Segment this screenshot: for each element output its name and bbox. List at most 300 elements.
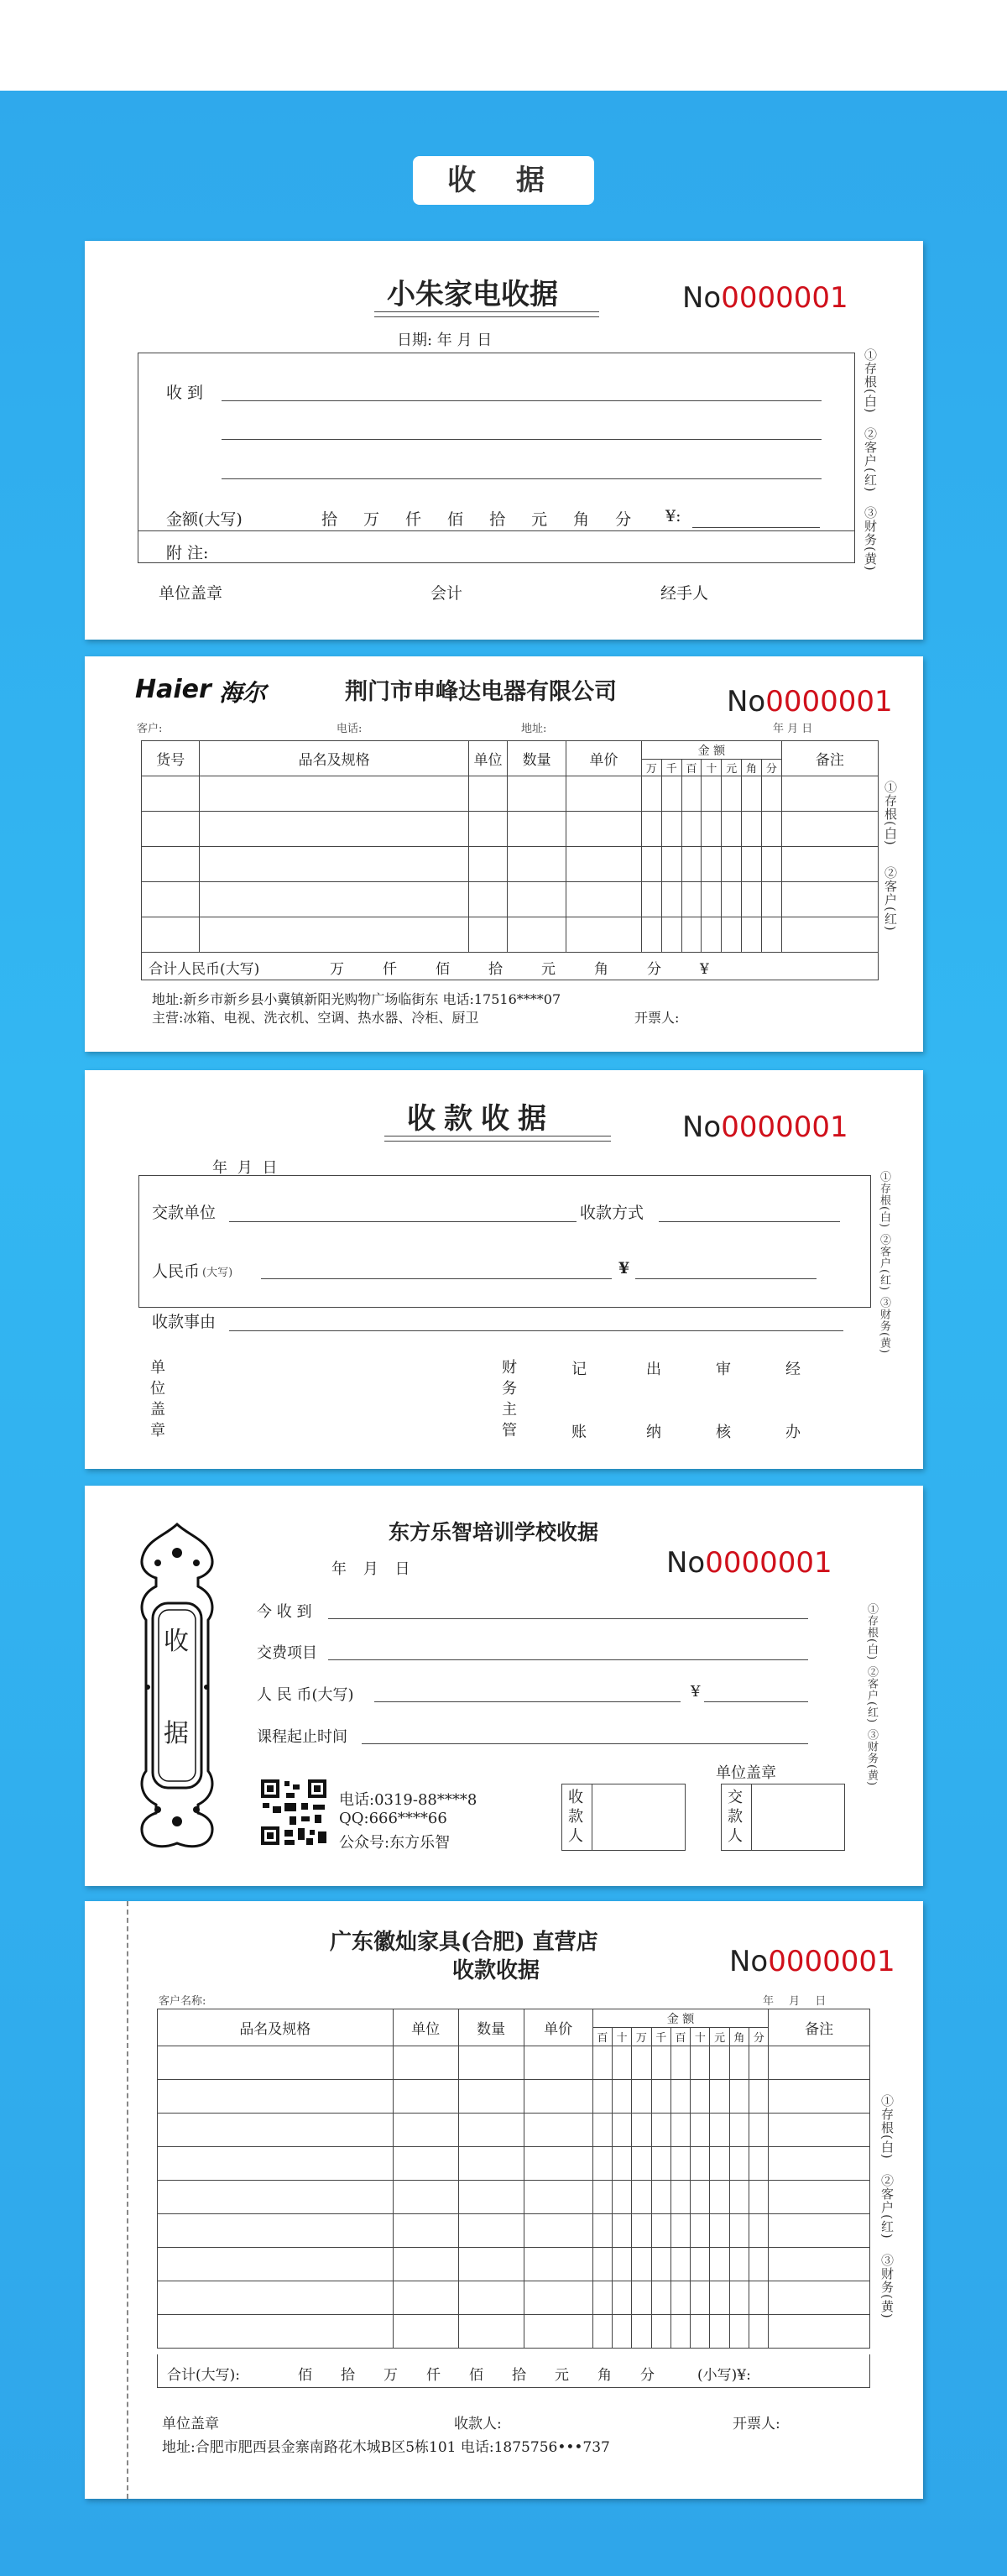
table-cell[interactable] [651,2046,670,2080]
table-row [158,2046,870,2080]
table-cell[interactable] [691,2046,710,2080]
table-cell[interactable] [749,2181,769,2214]
emblem-char-1: 收 [164,1627,189,1656]
table-cell[interactable] [592,2214,612,2248]
table-cell[interactable] [729,2315,749,2349]
table-cell[interactable] [632,2114,651,2147]
table-cell[interactable] [632,2248,651,2281]
table-cell[interactable] [468,812,508,847]
table-cell[interactable] [393,2046,458,2080]
sign-audit-2: 核 [716,1424,731,1441]
money-unit-1: 千 [661,760,681,776]
th-price: 单价 [566,741,641,776]
copy-note-3: ③财务(黄) [878,1297,890,1355]
table-cell[interactable] [691,2248,710,2281]
table-row [142,776,879,812]
receipt-training-school [85,1486,923,1886]
table-row [158,2147,870,2181]
table-cell[interactable] [710,2248,729,2281]
table-cell[interactable] [393,2315,458,2349]
total-label: 合计人民币(大写) [149,961,260,978]
rmb-label: 人民币 [152,1262,201,1281]
table-cell[interactable] [710,2046,729,2080]
th-qty: 数量 [458,2009,524,2046]
table-cell[interactable] [781,847,878,882]
table-cell[interactable] [200,812,468,847]
table-cell[interactable] [781,812,878,847]
table-cell[interactable] [769,2181,870,2214]
sign-seal: 单位盖章 [162,2416,219,2432]
table-cell[interactable] [651,2080,670,2114]
sign-bookkeep-2: 账 [571,1424,587,1441]
table-cell[interactable] [508,847,566,882]
yen-label: ¥ [691,1683,701,1701]
table-cell[interactable] [691,2147,710,2181]
unit-7: ¥ [700,961,709,978]
haier-logo: Haier [135,675,211,704]
method-label: 收款方式 [580,1204,644,1222]
table-cell[interactable] [524,2315,592,2349]
table-cell[interactable] [468,917,508,953]
table-cell[interactable] [612,2248,631,2281]
table-cell[interactable] [661,776,681,812]
unit-4: 元 [541,961,556,978]
qr-code-icon [259,1778,328,1847]
money-unit-5: 角 [742,760,762,776]
unit-5: 角 [594,961,608,978]
table-cell[interactable] [508,917,566,953]
table-cell[interactable] [566,812,641,847]
th-amount: 金 额 [641,741,781,760]
table-cell[interactable] [651,2315,670,2349]
table-cell[interactable] [566,917,641,953]
table-cell[interactable] [749,2248,769,2281]
table-cell[interactable] [761,776,781,812]
unit-5: 拾 [512,2367,526,2384]
table-cell[interactable] [681,776,702,812]
money-unit-5: 十 [691,2028,710,2046]
table-cell[interactable] [458,2315,524,2349]
table-cell[interactable] [158,2214,394,2248]
table-row [142,847,879,882]
table-cell[interactable] [641,776,661,812]
table-cell[interactable] [393,2248,458,2281]
table-cell[interactable] [661,812,681,847]
receipt-number: No0000001 [727,685,893,718]
table-cell[interactable] [641,812,661,847]
table-cell[interactable] [158,2080,394,2114]
table-cell[interactable] [710,2114,729,2147]
unit-7: 角 [597,2367,612,2384]
unit-0: 佰 [298,2367,312,2384]
table-cell[interactable] [749,2147,769,2181]
period-label: 课程起止时间 [257,1728,347,1746]
table-cell[interactable] [769,2046,870,2080]
table-cell[interactable] [710,2281,729,2315]
table-cell[interactable] [781,776,878,812]
table-cell[interactable] [769,2080,870,2114]
table-cell[interactable] [524,2248,592,2281]
table-cell[interactable] [681,812,702,847]
table-cell[interactable] [729,2214,749,2248]
table-cell[interactable] [458,2281,524,2315]
receipt-furniture-store [85,1901,923,2499]
sign-audit: 审 [716,1361,731,1378]
amount-label: 金额(大写) [166,510,243,529]
table-cell[interactable] [670,2281,690,2315]
table-cell[interactable] [508,882,566,917]
receipt-date: 日期: 年 月 日 [397,332,493,349]
table-cell[interactable] [651,2147,670,2181]
table-cell[interactable] [612,2080,631,2114]
table-cell[interactable] [749,2281,769,2315]
table-cell[interactable] [651,2181,670,2214]
table-cell[interactable] [612,2315,631,2349]
copy-note-1: ①存根(白) [865,1603,878,1661]
unit-6: 角 [573,510,590,529]
table-cell[interactable] [468,776,508,812]
customer-label: 客户: [137,723,163,735]
table-cell[interactable] [142,882,200,917]
store-title: 广东徽灿家具(合肥) 直营店 [330,1930,598,1955]
table-cell[interactable] [524,2080,592,2114]
table-cell[interactable] [458,2214,524,2248]
table-cell[interactable] [729,2181,749,2214]
table-cell[interactable] [742,776,762,812]
table-cell[interactable] [691,2281,710,2315]
table-cell[interactable] [710,2315,729,2349]
money-unit-0: 百 [592,2028,612,2046]
table-cell[interactable] [651,2214,670,2248]
unit-3: 佰 [447,510,464,529]
table-cell[interactable] [158,2281,394,2315]
table-cell[interactable] [749,2114,769,2147]
table-cell[interactable] [592,2248,612,2281]
table-cell[interactable] [702,917,722,953]
table-cell[interactable] [592,2080,612,2114]
table-cell[interactable] [729,2080,749,2114]
table-cell[interactable] [781,917,878,953]
sign-issuer: 开票人: [733,2416,780,2432]
copy-note-1: ①存根(白) [883,781,898,846]
money-unit-1: 十 [612,2028,631,2046]
receipt-title: 收款收据 [407,1102,555,1136]
table-cell[interactable] [702,847,722,882]
table-cell[interactable] [393,2214,458,2248]
table-cell[interactable] [749,2080,769,2114]
copy-note-2: ②客户(红) [863,427,878,493]
table-cell[interactable] [612,2181,631,2214]
small-total-label: (小写)¥: [697,2367,751,2384]
yen-label: ¥ [618,1259,630,1278]
received-label: 今 收 到 [257,1603,312,1621]
store-address: 地址:合肥市肥西县金寨南路花木城B区5栋101 电话:1875756•••737 [162,2439,610,2456]
copy-note-2: ②客户(红) [878,1234,890,1292]
top-margin [0,0,1007,91]
table-cell[interactable] [702,812,722,847]
table-cell[interactable] [592,2147,612,2181]
table-cell[interactable] [592,2046,612,2080]
unit-5: 元 [531,510,548,529]
table-cell[interactable] [710,2080,729,2114]
table-cell[interactable] [524,2046,592,2080]
table-cell[interactable] [458,2114,524,2147]
money-unit-3: 十 [702,760,722,776]
table-cell[interactable] [681,882,702,917]
money-unit-4: 百 [670,2028,690,2046]
table-cell[interactable] [142,917,200,953]
money-unit-2: 万 [632,2028,651,2046]
sign-handler-2: 办 [785,1424,801,1441]
issuer-label: 开票人: [634,1010,680,1026]
table-cell[interactable] [769,2147,870,2181]
table-cell[interactable] [632,2281,651,2315]
remark-label: 附 注: [166,544,209,562]
table-cell[interactable] [781,882,878,917]
table-cell[interactable] [458,2248,524,2281]
table-cell[interactable] [749,2214,769,2248]
th-name: 品名及规格 [200,741,468,776]
table-cell[interactable] [681,847,702,882]
table-cell[interactable] [158,2248,394,2281]
th-remark: 备注 [769,2009,870,2046]
table-cell[interactable] [761,917,781,953]
table-cell[interactable] [158,2315,394,2349]
money-unit-3: 千 [651,2028,670,2046]
table-cell[interactable] [742,812,762,847]
table-cell[interactable] [670,2046,690,2080]
receipt-number: No0000001 [682,1110,848,1144]
copy-note-1: ①存根(白) [878,1171,890,1229]
table-cell[interactable] [468,847,508,882]
table-cell[interactable] [651,2248,670,2281]
table-cell[interactable] [729,2281,749,2315]
table-cell[interactable] [641,917,661,953]
table-cell[interactable] [158,2046,394,2080]
table-cell[interactable] [691,2080,710,2114]
table-row [158,2114,870,2147]
remark-box [138,531,855,563]
table-cell[interactable] [508,812,566,847]
table-cell[interactable] [142,812,200,847]
unit-0: 万 [330,961,344,978]
table-cell[interactable] [670,2080,690,2114]
table-cell[interactable] [670,2248,690,2281]
shop-address: 地址:新乡市新乡县小冀镇新阳光购物广场临街东 电话:17516****07 [152,991,561,1007]
table-cell[interactable] [200,847,468,882]
table-cell[interactable] [592,2281,612,2315]
table-cell[interactable] [524,2281,592,2315]
table-cell[interactable] [651,2114,670,2147]
table-cell[interactable] [393,2114,458,2147]
table-cell[interactable] [722,776,742,812]
school-phone: 电话:0319-88****8 [339,1791,477,1809]
table-cell[interactable] [749,2046,769,2080]
ornament-frame-icon [131,1519,223,1848]
table-cell[interactable] [641,847,661,882]
table-cell[interactable] [508,776,566,812]
table-cell[interactable] [632,2315,651,2349]
seal-label: 单位盖章 [716,1764,776,1782]
table-cell[interactable] [200,776,468,812]
table-row [158,2214,870,2248]
table-cell[interactable] [632,2046,651,2080]
table-cell[interactable] [612,2214,631,2248]
table-cell[interactable] [524,2214,592,2248]
table-cell[interactable] [612,2281,631,2315]
table-cell[interactable] [742,917,762,953]
total-label: 合计(大写): [167,2367,240,2384]
school-qq: QQ:666****66 [339,1810,447,1827]
table-cell[interactable] [612,2046,631,2080]
table-cell[interactable] [393,2080,458,2114]
sign-accountant: 会计 [430,584,463,603]
table-cell[interactable] [524,2181,592,2214]
table-cell[interactable] [769,2315,870,2349]
table-cell[interactable] [769,2114,870,2147]
copy-note-2: ②客户(红) [883,866,898,932]
receipt-collection [85,1070,923,1469]
table-cell[interactable] [566,776,641,812]
table-cell[interactable] [142,776,200,812]
th-price: 单价 [524,2009,592,2046]
table-cell[interactable] [769,2214,870,2248]
table-cell[interactable] [742,847,762,882]
money-unit-2: 百 [681,760,702,776]
table-cell[interactable] [158,2181,394,2214]
shop-business: 主营:冰箱、电视、洗衣机、空调、热水器、冷柜、厨卫 [152,1010,479,1026]
sign-handler: 经手人 [660,584,709,603]
table-cell[interactable] [710,2214,729,2248]
table-cell[interactable] [632,2181,651,2214]
table-cell[interactable] [702,882,722,917]
copy-note-2: ②客户(红) [879,2174,895,2239]
table-cell[interactable] [592,2315,612,2349]
table-cell[interactable] [566,882,641,917]
table-cell[interactable] [566,847,641,882]
table-row [158,2281,870,2315]
table-cell[interactable] [651,2281,670,2315]
receipt-date: 年 月 日 [212,1159,278,1177]
sign-cashier-2: 纳 [646,1424,661,1441]
table-cell[interactable] [592,2181,612,2214]
table-cell[interactable] [722,812,742,847]
unit-8: 分 [640,2367,655,2384]
table-cell[interactable] [458,2181,524,2214]
table-cell[interactable] [691,2315,710,2349]
table-cell[interactable] [761,882,781,917]
table-cell[interactable] [729,2046,749,2080]
table-cell[interactable] [691,2181,710,2214]
table-cell[interactable] [761,847,781,882]
table-cell[interactable] [722,882,742,917]
receipt-date: 年 月 日 [331,1560,410,1578]
table-cell[interactable] [632,2147,651,2181]
table-cell[interactable] [769,2281,870,2315]
total-units [330,957,748,978]
table-cell[interactable] [722,847,742,882]
table-cell[interactable] [524,2147,592,2181]
table-cell[interactable] [458,2147,524,2181]
table-cell[interactable] [661,917,681,953]
receipt-xiaozhu [85,241,923,640]
table-cell[interactable] [729,2147,749,2181]
address-label: 地址: [521,723,547,735]
table-cell[interactable] [691,2214,710,2248]
table-cell[interactable] [612,2147,631,2181]
table-cell[interactable] [393,2281,458,2315]
th-remark: 备注 [781,741,878,776]
table-cell[interactable] [158,2114,394,2147]
table-cell[interactable] [729,2114,749,2147]
table-cell[interactable] [200,882,468,917]
table-cell[interactable] [681,917,702,953]
table-cell[interactable] [769,2248,870,2281]
table-row [142,812,879,847]
copy-note-1: ①存根(白) [863,348,878,414]
table-cell[interactable] [158,2147,394,2181]
table-cell[interactable] [632,2080,651,2114]
table-cell[interactable] [761,812,781,847]
unit-6: 元 [555,2367,569,2384]
table-cell[interactable] [729,2248,749,2281]
table-cell[interactable] [142,847,200,882]
table-cell[interactable] [749,2315,769,2349]
table-cell[interactable] [702,776,722,812]
unit-4: 拾 [489,510,506,529]
emblem-char-2: 据 [164,1719,189,1748]
table-cell[interactable] [200,917,468,953]
table-cell[interactable] [592,2114,612,2147]
copy-note-1: ①存根(白) [879,2094,895,2160]
table-cell[interactable] [670,2114,690,2147]
table-cell[interactable] [742,882,762,917]
unit-2: 万 [383,2367,398,2384]
table-cell[interactable] [710,2181,729,2214]
table-cell[interactable] [641,882,661,917]
table-cell[interactable] [670,2214,690,2248]
th-unit: 单位 [468,741,508,776]
table-cell[interactable] [661,847,681,882]
table-cell[interactable] [393,2181,458,2214]
table-cell[interactable] [524,2114,592,2147]
unit-1: 万 [363,510,380,529]
table-cell[interactable] [612,2114,631,2147]
unit-1: 仟 [383,961,397,978]
table-cell[interactable] [458,2046,524,2080]
table-cell[interactable] [458,2080,524,2114]
receipt-title: 东方乐智培训学校收据 [389,1520,599,1544]
table-cell[interactable] [722,917,742,953]
table-cell[interactable] [468,882,508,917]
receipt-title: 小朱家电收据 [387,278,558,311]
unit-3: 仟 [426,2367,441,2384]
table-cell[interactable] [670,2181,690,2214]
sign-seal: 单位盖章 [159,584,223,603]
sign-bookkeep: 记 [571,1361,587,1378]
table-cell[interactable] [670,2315,690,2349]
table-cell[interactable] [670,2147,690,2181]
table-cell[interactable] [710,2147,729,2181]
copy-note-3: ③财务(黄) [879,2254,895,2319]
sign-cashier: 出 [646,1361,661,1378]
table-cell[interactable] [393,2147,458,2181]
table-cell[interactable] [691,2114,710,2147]
table-cell[interactable] [632,2214,651,2248]
table-cell[interactable] [661,882,681,917]
finance-column: 财 务 主 管 [502,1359,517,1440]
receipt-body-box [138,353,855,531]
